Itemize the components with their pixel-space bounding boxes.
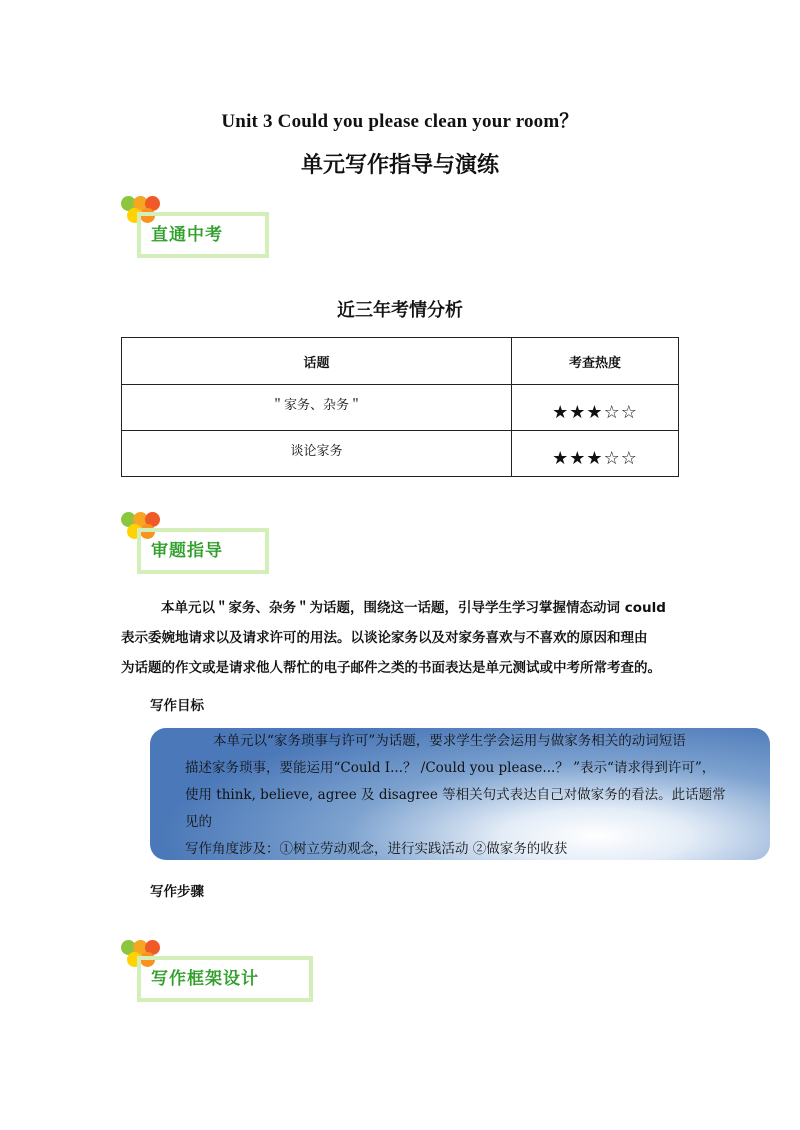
goal-text — [185, 728, 730, 863]
table-header-row — [122, 338, 679, 385]
badge-label: 写作框架设计 — [151, 969, 259, 989]
star-rating-icon: ★★★☆☆ — [552, 448, 638, 469]
table-row — [122, 385, 679, 431]
section-badge-guidance — [121, 512, 291, 582]
section-badge-exam — [121, 196, 291, 266]
exam-analysis-table — [121, 337, 679, 477]
topic-text: ＂家务、杂务＂ — [270, 398, 362, 413]
table-row — [122, 431, 679, 477]
header-heat: 考查热度 — [512, 338, 679, 385]
analysis-title: 近三年考情分析 — [337, 300, 463, 321]
document-title-english: Unit 3 Could you please clean your room？ — [221, 111, 579, 132]
goal-line: 使用 think, believe, agree 及 disagree 等相关句式表达自己对做家务的看法。此话题常见的 — [185, 787, 726, 830]
steps-heading: 写作步骤 — [150, 884, 204, 900]
header-topic: 话题 — [122, 338, 512, 385]
guidance-line: 本单元以＂家务、杂务＂为话题，围绕这一话题，引导学生学习掌握情态动词 could — [161, 600, 666, 616]
guidance-line: 为话题的作文或是请求他人帮忙的电子邮件之类的书面表达是单元测试或中考所常考查的。 — [121, 660, 661, 676]
badge-label: 直通中考 — [151, 225, 223, 245]
section-badge-framework — [121, 940, 321, 1010]
guidance-paragraph — [121, 593, 681, 683]
goal-line-text: 本单元以“家务琐事与许可”为话题，要求学生学会运用与做家务相关的动词短语 — [213, 733, 686, 749]
topic-cell — [122, 431, 512, 477]
topic-text: 谈论家务 — [290, 444, 343, 459]
heat-cell — [512, 385, 679, 431]
heat-cell — [512, 431, 679, 477]
goal-line: 写作角度涉及：①树立劳动观念，进行实践活动 ②做家务的收获 — [185, 841, 568, 857]
goal-line — [185, 728, 730, 755]
document-title-chinese: 单元写作指导与演练 — [300, 153, 499, 178]
goal-heading: 写作目标 — [150, 698, 204, 714]
badge-label: 审题指导 — [151, 541, 223, 561]
goal-line: 描述家务琐事，要能运用“Could I...？ /Could you please...？ ”表示“请求得到许可”， — [185, 760, 716, 776]
guidance-line: 表示委婉地请求以及请求许可的用法。以谈论家务以及对家务喜欢与不喜欢的原因和理由 — [121, 630, 648, 646]
star-rating-icon: ★★★☆☆ — [552, 402, 638, 423]
topic-cell — [122, 385, 512, 431]
